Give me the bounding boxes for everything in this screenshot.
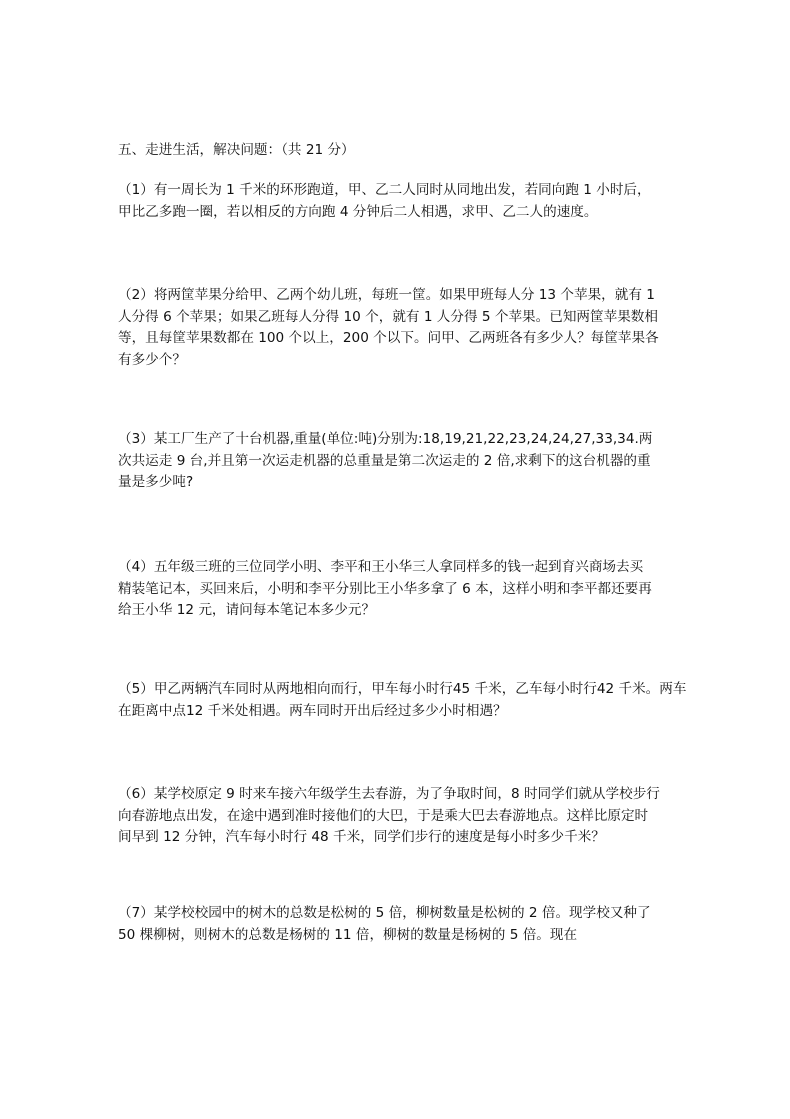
problem-line: 在距离中点12 千米处相遇。两车同时开出后经过多少小时相遇？ [118, 702, 507, 719]
problem-line: （4）五年级三班的三位同学小明、李平和王小华三人拿同样多的钱一起到育兴商场去买 [118, 559, 644, 575]
problem-line: （1）有一周长为 1 千米的环形跑道，甲、乙二人同时从同地出发，若同向跑 1 小时后， [118, 182, 651, 198]
problem-line: 甲比乙多跑一圈，若以相反的方向跑 4 分钟后二人相遇，求甲、乙二人的速度。 [118, 203, 598, 220]
problem-5 [118, 679, 687, 722]
problem-line: 有多少个？ [118, 351, 186, 368]
section-title [118, 140, 678, 162]
problem-line: 给王小华 12 元，请问每本笔记本多少元？ [118, 602, 376, 618]
problem-line: 50 棵柳树，则树木的总数是杨树的 11 倍，柳树的数量是杨树的 5 倍。现在 [118, 926, 578, 943]
problem-line: 向春游地点出发，在途中遇到准时接他们的大巴，于是乘大巴去春游地点。这样比原定时 [118, 807, 649, 824]
problem-1 [118, 180, 678, 223]
problem-line: （7）某学校校园中的树木的总数是松树的 5 倍，柳树数量是松树的 2 倍。现学校又种了 [118, 905, 651, 921]
problem-line: （5）甲乙两辆汽车同时从两地相向而行，甲车每小时行45 千米，乙车每小时行42 千米。两车 [118, 681, 687, 697]
problem-3 [118, 429, 678, 494]
problem-2 [118, 285, 678, 371]
problem-line: （6）某学校原定 9 时来车接六年级学生去春游，为了争取时间，8 时同学们就从学校步行 [118, 786, 660, 802]
section-title-text: 五、走进生活，解决问题：（共 21 分） [118, 142, 355, 158]
problem-6 [118, 784, 678, 849]
problem-line: （3）某工厂生产了十台机器,重量(单位:吨)分别为:18,19,21,22,23,24,24,27,33,34.两 [118, 431, 653, 447]
problem-line: 量是多少吨? [118, 474, 194, 490]
problem-line: 间早到 12 分钟，汽车每小时行 48 千米，同学们步行的速度是每小时多少千米？ [118, 829, 605, 845]
problem-7 [118, 903, 678, 946]
problem-4 [118, 557, 678, 622]
problem-line: 次共运走 9 台,并且第一次运走机器的总重量是第二次运走的 2 倍,求剩下的这台机器的重 [118, 452, 651, 469]
problem-line: 等，且每筐苹果数都在 100 个以上，200 个以下。问甲、乙两班各有多少人？每筐苹果各 [118, 330, 659, 346]
problem-line: 人分得 6 个苹果；如果乙班每人分得 10 个，就有 1 人分得 5 个苹果。已知两筐苹果数相 [118, 308, 658, 325]
problem-line: （2）将两筐苹果分给甲、乙两个幼儿班，每班一筐。如果甲班每人分 13 个苹果，就有 1 [118, 287, 655, 303]
problem-line: 精装笔记本，买回来后，小明和李平分别比王小华多拿了 6 本，这样小明和李平都还要再 [118, 580, 652, 597]
